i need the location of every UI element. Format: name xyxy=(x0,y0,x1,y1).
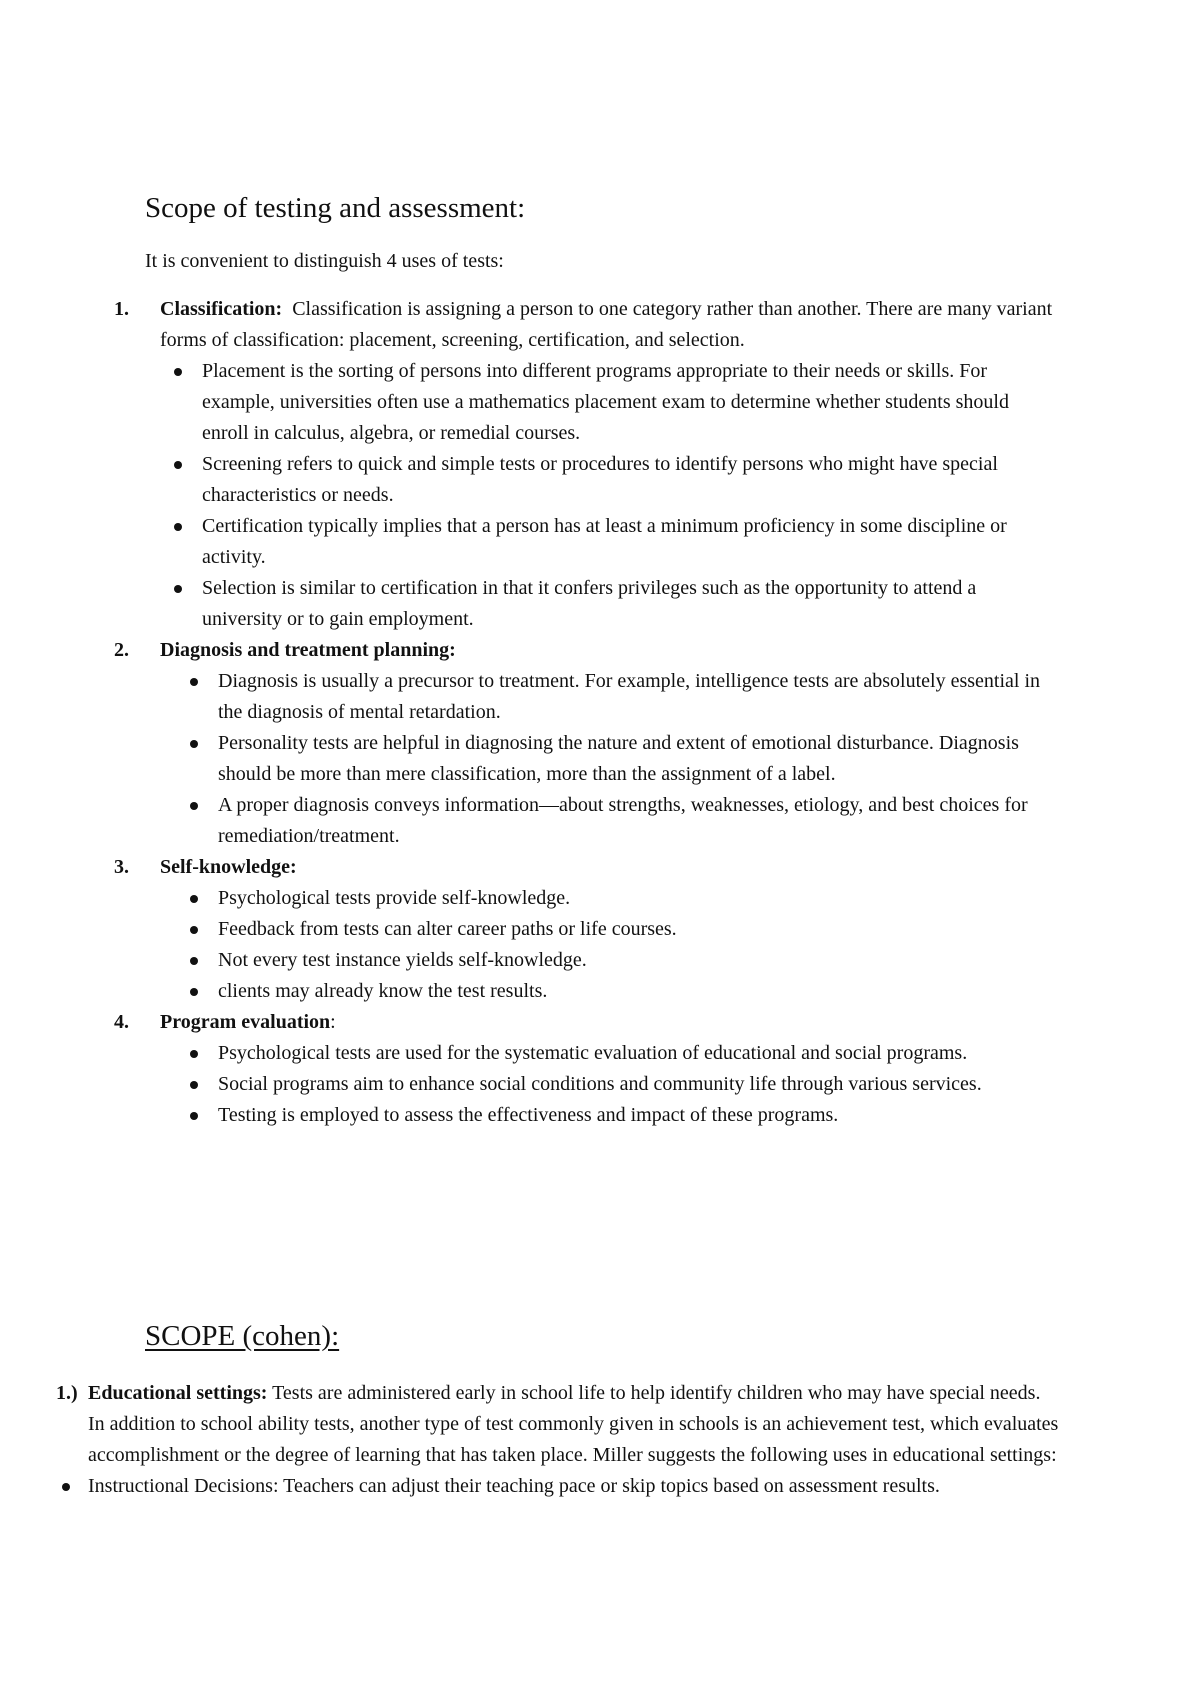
uses-list xyxy=(0,294,1200,1131)
bullet-text: Screening refers to quick and simple tests or procedures to identify persons who might have special characteristics or needs. xyxy=(202,453,998,506)
use-item-self-knowledge xyxy=(0,852,1200,1007)
bullet-icon xyxy=(190,740,198,748)
list-item xyxy=(176,1069,1060,1100)
bullet-text: Not every test instance yields self-knowledge. xyxy=(218,949,587,971)
list-item xyxy=(176,1100,1060,1131)
bullet-icon xyxy=(190,988,198,996)
bullet-text: A proper diagnosis conveys information—about strengths, weaknesses, etiology, and best choices for remediation/treatment. xyxy=(218,794,1028,847)
use-label: Self-knowledge: xyxy=(160,856,297,878)
use-number: 1. xyxy=(114,298,129,320)
use-label: Classification: xyxy=(160,298,283,320)
list-item xyxy=(176,666,1060,728)
list-item xyxy=(176,914,1060,945)
use-number: 4. xyxy=(114,1011,129,1033)
section-title-scope-cohen: SCOPE (cohen): xyxy=(145,1320,340,1352)
bullet-text: Certification typically implies that a person has at least a minimum proficiency in some discipline or activity. xyxy=(202,515,1007,568)
bullet-icon xyxy=(190,1081,198,1089)
list-item xyxy=(176,790,1060,852)
list-item xyxy=(176,1038,1060,1069)
use-description xyxy=(160,635,1060,666)
use-label-suffix: : xyxy=(330,1011,336,1033)
bullet-icon xyxy=(62,1483,70,1491)
bullet-icon xyxy=(174,585,182,593)
item-text: Tests are administered early in school life to help identify children who may have special needs. In addition to school ability tests, another type of test commonly given in schools is an achievement test, which evaluates accomplishment or the degree of learning that has taken place. Miller suggests the following uses in educational settings: xyxy=(88,1382,1059,1466)
list-item xyxy=(176,728,1060,790)
list-item xyxy=(176,976,1060,1007)
use-bullets xyxy=(160,356,1060,635)
bullet-text: Placement is the sorting of persons into different programs appropriate to their needs or skills. For example, universities often use a mathematics placement exam to determine whether students should enroll in calculus, algebra, or remedial courses. xyxy=(202,360,1009,444)
item-number: 1.) xyxy=(56,1382,78,1404)
scope-cohen-section xyxy=(0,1378,1200,1502)
use-item-classification xyxy=(0,294,1200,635)
educational-settings-item xyxy=(0,1378,1200,1471)
bullet-text: Diagnosis is usually a precursor to treatment. For example, intelligence tests are absolutely essential in the diagnosis of mental retardation. xyxy=(218,670,1041,723)
use-bullets xyxy=(176,666,1060,852)
list-item xyxy=(160,356,1060,449)
use-number: 3. xyxy=(114,856,129,878)
bullet-icon xyxy=(190,678,198,686)
use-description xyxy=(160,294,1060,356)
list-item xyxy=(160,573,1060,635)
bullet-text: Social programs aim to enhance social conditions and community life through various services. xyxy=(218,1073,982,1095)
bullet-text: Selection is similar to certification in that it confers privileges such as the opportunity to attend a university or to gain employment. xyxy=(202,577,977,630)
bullet-icon xyxy=(174,368,182,376)
bullet-text: Personality tests are helpful in diagnosing the nature and extent of emotional disturbance. Diagnosis should be more than mere classification, more than the assignment of a label. xyxy=(218,732,1019,785)
use-label: Diagnosis and treatment planning: xyxy=(160,639,456,661)
bullet-text: Psychological tests provide self-knowledge. xyxy=(218,887,571,909)
bullet-icon xyxy=(174,523,182,531)
use-bullets xyxy=(176,883,1060,1007)
use-description xyxy=(160,852,1060,883)
bullet-text: clients may already know the test results. xyxy=(218,980,548,1002)
use-label: Program evaluation xyxy=(160,1011,331,1033)
use-description-text: Classification is assigning a person to one category rather than another. There are many variant forms of classification: placement, screening, certification, and selection. xyxy=(160,298,1053,351)
use-description xyxy=(160,1007,1060,1038)
item-label: Educational settings: xyxy=(88,1382,268,1404)
list-item xyxy=(176,883,1060,914)
list-item xyxy=(0,1471,1200,1502)
page-title: Scope of testing and assessment: xyxy=(145,192,526,224)
bullet-text: Testing is employed to assess the effectiveness and impact of these programs. xyxy=(218,1104,839,1126)
use-number: 2. xyxy=(114,639,129,661)
bullet-icon xyxy=(190,895,198,903)
bullet-icon xyxy=(190,1050,198,1058)
use-item-program-evaluation xyxy=(0,1007,1200,1131)
bullet-icon xyxy=(190,802,198,810)
use-bullets xyxy=(176,1038,1060,1131)
bullet-icon xyxy=(174,461,182,469)
bullet-text: Psychological tests are used for the systematic evaluation of educational and social programs. xyxy=(218,1042,968,1064)
bullet-text: Feedback from tests can alter career paths or life courses. xyxy=(218,918,677,940)
bullet-text: Instructional Decisions: Teachers can adjust their teaching pace or skip topics based on assessment results. xyxy=(88,1475,940,1497)
list-item xyxy=(160,449,1060,511)
bullet-icon xyxy=(190,926,198,934)
bullet-icon xyxy=(190,1112,198,1120)
list-item xyxy=(160,511,1060,573)
use-item-diagnosis xyxy=(0,635,1200,852)
list-item xyxy=(176,945,1060,976)
intro-text: It is convenient to distinguish 4 uses of tests: xyxy=(145,250,504,272)
bullet-icon xyxy=(190,957,198,965)
